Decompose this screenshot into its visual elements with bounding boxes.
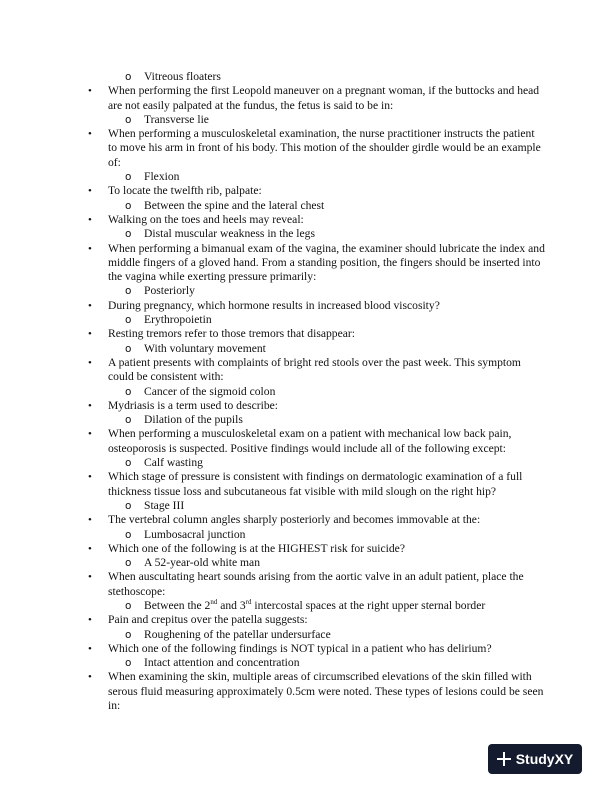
question-item [0, 299, 612, 313]
answer-item [0, 284, 612, 298]
answer-marker: o [125, 657, 132, 670]
bullet-marker: • [88, 542, 92, 555]
bullet-marker: • [88, 614, 92, 627]
answer-marker: o [125, 285, 132, 298]
answer-item [0, 113, 612, 127]
bullet-marker: • [88, 242, 92, 255]
answer-text: Between the spine and the lateral chest [144, 198, 325, 212]
bullet-marker: • [88, 328, 92, 341]
answer-marker: o [125, 528, 132, 541]
answer-item [0, 456, 612, 470]
answer-text: A 52-year-old white man [144, 556, 260, 570]
question-text: When auscultating heart sounds arising from the aortic valve in an adult patient, place the stethoscope: [108, 570, 524, 598]
question-item [0, 570, 612, 599]
answer-text: Stage III [144, 498, 185, 512]
question-item [0, 399, 612, 413]
answer-marker: o [125, 171, 132, 184]
question-item [0, 513, 612, 527]
bullet-marker: • [88, 128, 92, 141]
question-text: The vertebral column angles sharply posteriorly and becomes immovable at the: [108, 513, 481, 527]
question-text: When performing a musculoskeletal exam on a patient with mechanical low back pain, osteoporosis is suspected. Positive findings would include all of the following except: [108, 427, 512, 455]
question-text: Pain and crepitus over the patella suggests: [108, 613, 308, 627]
answer-text: With voluntary movement [144, 341, 266, 355]
answer-text: Flexion [144, 170, 180, 184]
answer-item [0, 199, 612, 213]
question-item [0, 127, 612, 170]
answer-marker: o [125, 385, 132, 398]
question-text: Walking on the toes and heels may reveal: [108, 212, 304, 226]
answer-marker: o [125, 414, 132, 427]
answer-marker: o [125, 342, 132, 355]
answer-item [0, 313, 612, 327]
bullet-marker: • [88, 642, 92, 655]
answer-text: Dilation of the pupils [144, 413, 243, 427]
answer-item [0, 70, 612, 84]
question-text: A patient presents with complaints of bright red stools over the past week. This symptom could be consistent with: [108, 355, 521, 384]
answer-text: Roughening of the patellar undersurface [144, 627, 331, 641]
question-item [0, 470, 612, 499]
answer-text: Vitreous floaters [144, 70, 221, 83]
ordinal-suffix: rd [245, 598, 252, 607]
answer-item [0, 385, 612, 399]
answer-text-part: intercostal spaces at the right upper sternal border [251, 598, 486, 612]
bullet-marker: • [88, 571, 92, 584]
bullet-marker: • [88, 671, 92, 684]
question-item [0, 542, 612, 556]
question-text: When performing a bimanual exam of the vagina, the examiner should lubricate the index and middle fingers of a gloved hand. From a standing position, the fingers should be inserted into the vagina while exerting pressure primarily: [108, 241, 545, 284]
answer-item [0, 628, 612, 642]
bullet-marker: • [88, 185, 92, 198]
question-text: During pregnancy, which hormone results in increased blood viscosity? [108, 298, 440, 312]
answer-item [0, 342, 612, 356]
answer-item [0, 599, 612, 613]
question-item [0, 356, 612, 385]
question-text: When examining the skin, multiple areas of circumscribed elevations of the skin filled with serous fluid measuring approximately 0.5cm were noted. These types of lesions could be seen in: [108, 670, 544, 713]
question-text: Resting tremors refer to those tremors that disappear: [108, 327, 355, 341]
question-text: When performing a musculoskeletal examination, the nurse practitioner instructs the patient to move his arm in front of his body. This motion of the shoulder girdle would be an example of: [108, 127, 541, 169]
answer-marker: o [125, 228, 132, 241]
question-item [0, 242, 612, 285]
question-item [0, 84, 612, 113]
answer-item [0, 528, 612, 542]
answer-text [144, 599, 485, 612]
question-item [0, 613, 612, 627]
answer-text-part: and 3 [217, 598, 246, 612]
question-text: Which one of the following is at the HIGHEST risk for suicide? [108, 541, 405, 555]
answer-text-part: Between the 2 [144, 598, 211, 612]
question-text: Mydriasis is a term used to describe: [108, 398, 279, 412]
question-item [0, 184, 612, 198]
answer-text: Posteriorly [144, 284, 195, 298]
badge-brand [516, 751, 574, 767]
answer-text: Transverse lie [144, 112, 209, 126]
question-item [0, 327, 612, 341]
question-item [0, 642, 612, 656]
answer-text: Lumbosacral junction [144, 527, 246, 541]
bullet-marker: • [88, 514, 92, 527]
answer-item [0, 227, 612, 241]
question-text: To locate the twelfth rib, palpate: [108, 184, 262, 198]
answer-item [0, 556, 612, 570]
document-body [0, 70, 612, 713]
answer-text: Calf wasting [144, 456, 203, 470]
badge-brand-main: Study [515, 751, 555, 767]
answer-item [0, 413, 612, 427]
answer-text: Erythropoietin [144, 313, 212, 327]
answer-marker: o [125, 599, 132, 612]
question-text: Which stage of pressure is consistent with findings on dermatologic examination of a full thickness tissue loss and subcutaneous fat visible with mild slough on the right hip? [108, 470, 523, 498]
plus-icon [497, 752, 511, 766]
answer-marker: o [125, 113, 132, 126]
bullet-marker: • [88, 399, 92, 412]
answer-marker: o [125, 499, 132, 512]
question-item [0, 427, 612, 456]
answer-text: Distal muscular weakness in the legs [144, 227, 315, 241]
answer-item [0, 499, 612, 513]
bullet-marker: • [88, 471, 92, 484]
question-item [0, 213, 612, 227]
answer-marker: o [125, 557, 132, 570]
studyxy-badge[interactable] [488, 744, 582, 774]
question-text: Which one of the following findings is NOT typical in a patient who has delirium? [108, 641, 492, 655]
answer-text: Intact attention and concentration [144, 656, 300, 670]
answer-marker: o [125, 314, 132, 327]
answer-marker: o [125, 628, 132, 641]
bullet-marker: • [88, 356, 92, 369]
answer-marker: o [125, 71, 132, 83]
badge-brand-accent: XY [554, 751, 574, 767]
question-item [0, 670, 612, 713]
bullet-marker: • [88, 85, 92, 98]
ordinal-suffix: nd [210, 598, 218, 607]
answer-item [0, 170, 612, 184]
question-text: When performing the first Leopold maneuver on a pregnant woman, if the buttocks and head are not easily palpated at the fundus, the fetus is said to be in: [108, 84, 540, 112]
bullet-marker: • [88, 299, 92, 312]
answer-marker: o [125, 199, 132, 212]
answer-marker: o [125, 457, 132, 470]
bullet-marker: • [88, 213, 92, 226]
answer-item [0, 656, 612, 670]
bullet-marker: • [88, 428, 92, 441]
answer-text: Cancer of the sigmoid colon [144, 384, 276, 398]
